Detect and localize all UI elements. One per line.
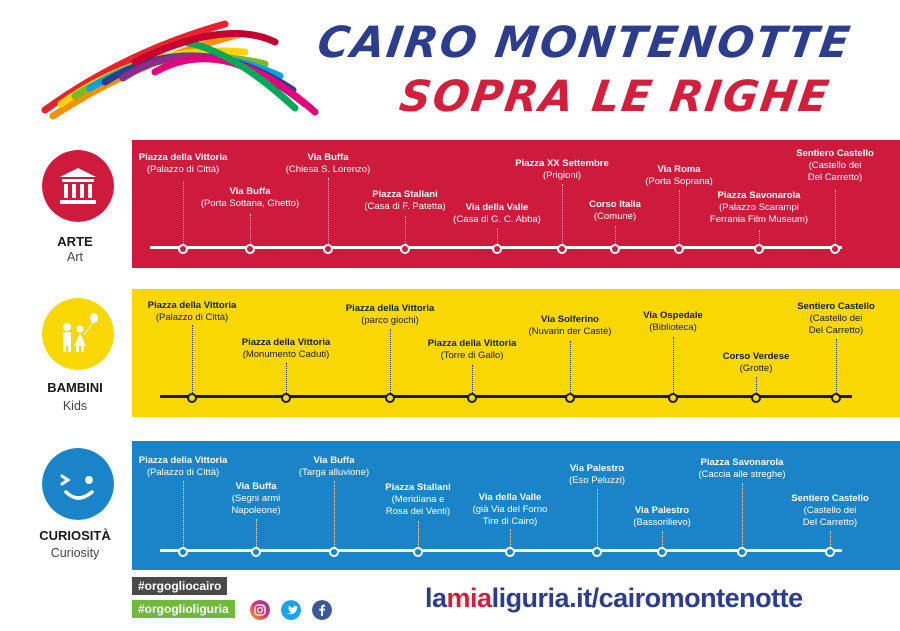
- timeline-dot: [674, 244, 684, 254]
- category-name-arte: ARTE: [57, 234, 93, 249]
- stop-label: Via Buffa (Segni armi Napoleone): [231, 481, 281, 516]
- timeline-connector: [570, 341, 571, 393]
- timeline-dot: [245, 244, 255, 254]
- timeline-connector: [830, 531, 831, 547]
- timeline-connector: [662, 531, 663, 547]
- timeline-connector: [192, 325, 193, 393]
- website-url[interactable]: lamialiguria.it/cairomontenotte: [425, 583, 803, 613]
- timeline-dot: [413, 547, 423, 557]
- stop-label: Corso Verdese (Grotte): [722, 351, 790, 374]
- timeline-arte: [132, 140, 900, 268]
- timeline-dot: [754, 244, 764, 254]
- stop-label: Via Buffa (Targa alluvione): [298, 455, 370, 478]
- timeline-dot: [281, 393, 291, 403]
- timeline-connector: [250, 214, 251, 244]
- brush-stroke-logo: [35, 12, 325, 124]
- timeline-dot: [178, 244, 188, 254]
- hashtag-orgoglioliguria[interactable]: #orgoglioliguria: [132, 600, 235, 618]
- stop-label: Via Palestro (Eso Peluzzi): [569, 463, 625, 486]
- stop-label: Sentiero Castello (Castello dei Del Carretto): [797, 301, 875, 336]
- timeline-dot: [830, 244, 840, 254]
- timeline-connector: [183, 181, 184, 244]
- timeline-dot: [592, 547, 602, 557]
- timeline-connector: [836, 339, 837, 393]
- timeline-dot: [668, 393, 678, 403]
- stop-label: Piazza della Vittoria (parco giochi): [345, 303, 435, 326]
- timeline-connector: [334, 481, 335, 547]
- timeline-connector: [835, 190, 836, 244]
- stop-label: Via Ospedale (Biblioteca): [643, 310, 703, 333]
- category-name-curiosita: CURIOSITÀ: [39, 528, 111, 543]
- stop-label: Piazza della Vittoria (Palazzo di Città): [138, 152, 228, 175]
- category-subtitle-kids: Kids: [62, 399, 88, 413]
- timeline-connector: [562, 184, 563, 244]
- instagram-icon[interactable]: [250, 600, 270, 620]
- timeline-dot: [251, 547, 261, 557]
- timeline-dot: [329, 547, 339, 557]
- stop-label: Corso Italia (Comune): [589, 199, 641, 222]
- timeline-dot: [751, 393, 761, 403]
- timeline-connector: [405, 216, 406, 244]
- stop-label: Piazza della Vittoria (Palazzo di Città): [138, 455, 228, 478]
- stop-label: Piazza della Vittoria (Palazzo di Città): [147, 300, 237, 323]
- stop-label: Via Buffa (Chiesa S. Lorenzo): [285, 152, 371, 175]
- stop-label: Sentiero Castello (Castello dei Del Carretto): [791, 493, 869, 528]
- timeline-dot: [737, 547, 747, 557]
- timeline-connector: [597, 489, 598, 547]
- timeline-connector: [328, 178, 329, 244]
- timeline-connector: [756, 377, 757, 393]
- stop-label: Via Palestro (Bassorilievo): [633, 505, 691, 528]
- timeline-connector: [679, 190, 680, 244]
- title-line-2: SOPRA LE RIGHE: [396, 72, 834, 122]
- timeline-line: [160, 395, 852, 398]
- category-subtitle-art: Art: [67, 250, 83, 264]
- stop-label: Piazza Stallani (Casa di F. Patetta): [364, 189, 446, 212]
- timeline-curiosita: [132, 441, 900, 570]
- stop-label: Piazza Savonarola (Palazzo Scarampi Ferrania Film Museum): [709, 190, 809, 225]
- timeline-bambini: [132, 289, 900, 417]
- title-line-1: CAIRO MONTENOTTE: [314, 18, 855, 68]
- timeline-dot: [610, 244, 620, 254]
- timeline-dot: [657, 547, 667, 557]
- timeline-connector: [510, 529, 511, 547]
- stop-label: Via Solferino (Nuvarin der Castè): [528, 314, 612, 337]
- timeline-dot: [492, 244, 502, 254]
- timeline-connector: [497, 228, 498, 244]
- timeline-dot: [565, 393, 575, 403]
- timeline-dot: [825, 547, 835, 557]
- timeline-connector: [286, 363, 287, 393]
- timeline-connector: [183, 481, 184, 547]
- timeline-dot: [323, 244, 333, 254]
- children-balloon-icon: [42, 298, 114, 370]
- facebook-icon[interactable]: [312, 600, 332, 620]
- stop-label: Piazza Stallani (Meridiana e Rosa dei Venti): [385, 482, 451, 517]
- timeline-dot: [557, 244, 567, 254]
- timeline-connector: [472, 365, 473, 393]
- category-name-bambini: BAMBINI: [47, 380, 103, 395]
- hashtag-orgogliocairo[interactable]: #orgogliocairo: [132, 577, 227, 595]
- timeline-connector: [418, 521, 419, 547]
- stop-label: Via della Valle (già Via del Forno Tire di Cairo): [472, 492, 548, 527]
- timeline-dot: [831, 393, 841, 403]
- stop-label: Piazza XX Settembre (Prigioni): [515, 158, 609, 181]
- timeline-connector: [673, 337, 674, 393]
- timeline-dot: [187, 393, 197, 403]
- timeline-dot: [385, 393, 395, 403]
- winking-face-icon: [42, 448, 114, 520]
- stop-label: Piazza Savonarola (Caccia alle streghe): [698, 457, 786, 480]
- timeline-dot: [178, 547, 188, 557]
- timeline-connector: [615, 226, 616, 244]
- museum-icon: [42, 150, 114, 222]
- timeline-connector: [742, 483, 743, 547]
- stop-label: Via Buffa (Porta Sottana, Ghetto): [200, 186, 300, 209]
- timeline-dot: [400, 244, 410, 254]
- stop-label: Via Roma (Porta Soprana): [645, 164, 713, 187]
- stop-label: Piazza della Vittoria (Torre di Gallo): [427, 338, 517, 361]
- timeline-dot: [467, 393, 477, 403]
- stop-label: Via della Valle (Casa di G. C. Abba): [453, 202, 541, 225]
- category-subtitle-curiosity: Curiosity: [50, 546, 100, 560]
- twitter-icon[interactable]: [281, 600, 301, 620]
- timeline-dot: [505, 547, 515, 557]
- timeline-connector: [390, 329, 391, 393]
- timeline-connector: [759, 230, 760, 244]
- stop-label: Sentiero Castello (Castello dei Del Carretto): [796, 148, 874, 183]
- stop-label: Piazza della Vittoria (Monumento Caduti): [241, 337, 331, 360]
- timeline-connector: [256, 519, 257, 547]
